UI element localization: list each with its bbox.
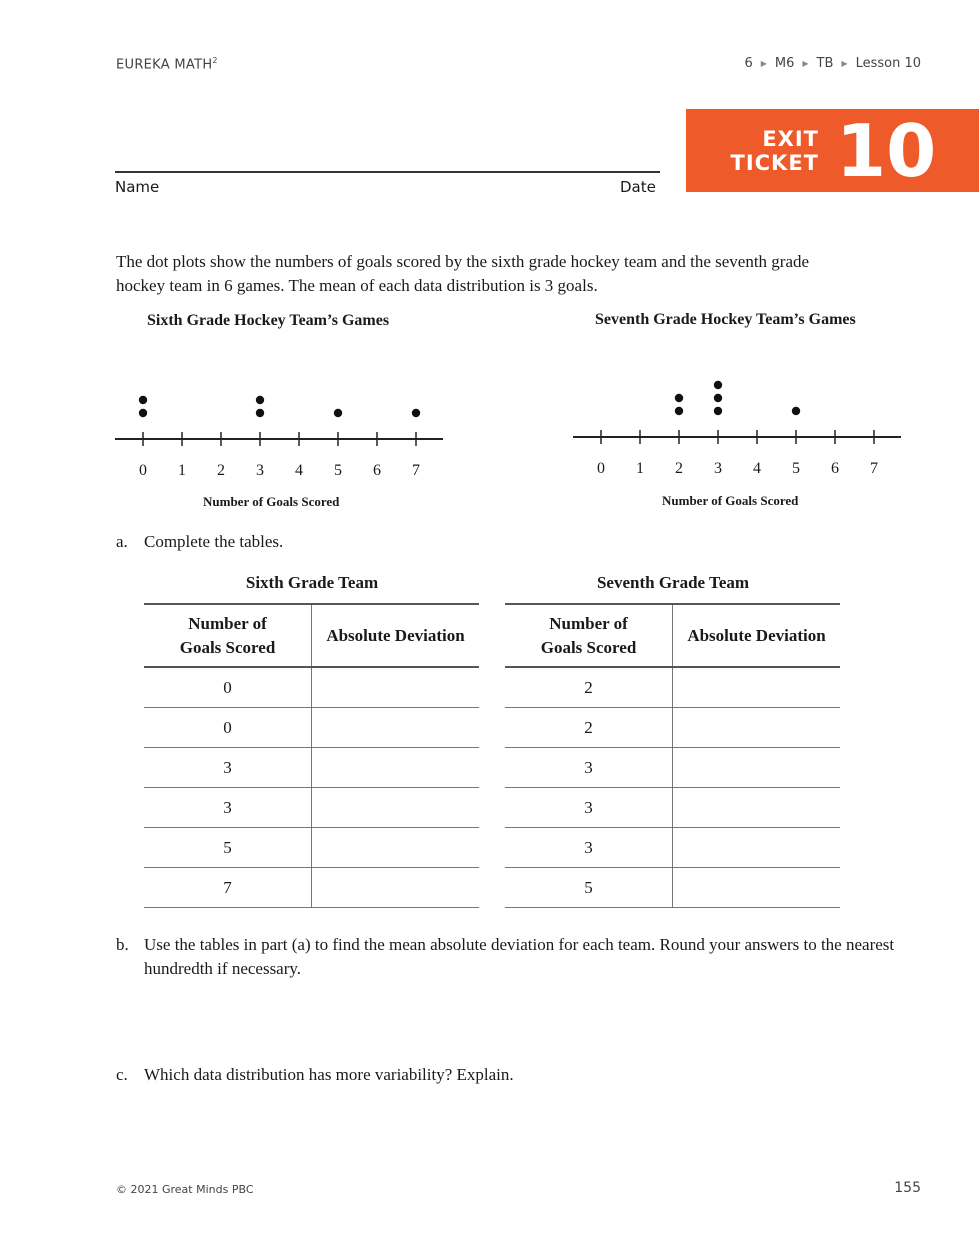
table-row (144, 748, 479, 788)
col-deviation-header: Absolute Deviation (312, 604, 480, 667)
table-row (144, 788, 479, 828)
tick-label: 0 (139, 462, 147, 479)
exit-ticket-badge (686, 109, 979, 192)
tick-label: 5 (792, 460, 800, 477)
tick-label: 1 (178, 462, 186, 479)
deviation-cell[interactable] (673, 748, 841, 788)
goals-cell: 2 (505, 708, 673, 748)
copyright: © 2021 Great Minds PBC (116, 1183, 254, 1196)
data-dot (714, 407, 722, 415)
deviation-cell[interactable] (312, 828, 480, 868)
deviation-cell[interactable] (673, 868, 841, 908)
ticket-line1: EXIT (762, 127, 819, 151)
deviation-cell[interactable] (312, 708, 480, 748)
tick-label: 0 (597, 460, 605, 477)
ticket-number: 10 (836, 109, 937, 193)
col-goals-header: Number of Goals Scored (144, 604, 312, 667)
table-row (144, 828, 479, 868)
part-a-text: Complete the tables. (144, 532, 284, 551)
tick-label: 6 (831, 460, 839, 477)
intro-text: The dot plots show the numbers of goals scored by the sixth grade hockey team and the seventh grade hockey team in 6 games. The mean of each data distribution is 3 goals. (116, 252, 810, 295)
table-row (144, 708, 479, 748)
goals-cell: 0 (144, 708, 312, 748)
part-b-answer-area[interactable] (144, 985, 919, 1055)
data-dot (412, 409, 420, 417)
col-deviation-header: Absolute Deviation (673, 604, 841, 667)
goals-cell: 7 (144, 868, 312, 908)
deviation-cell[interactable] (673, 667, 841, 708)
table-row (505, 667, 840, 708)
data-dot (714, 381, 722, 389)
data-dot (256, 396, 264, 404)
goals-cell: 0 (144, 667, 312, 708)
goals-cell: 3 (505, 748, 673, 788)
crumb-lesson: Lesson 10 (855, 56, 921, 71)
date-label: Date (620, 178, 656, 196)
part-c-letter: c. (116, 1065, 128, 1084)
data-dot (675, 394, 683, 402)
goals-cell: 3 (505, 828, 673, 868)
brand-label: EUREKA MATH$^2$ (116, 56, 218, 73)
tick-label: 4 (295, 462, 303, 479)
goals-cell: 2 (505, 667, 673, 708)
deviation-cell[interactable] (673, 788, 841, 828)
page-number: 155 (894, 1180, 921, 1196)
data-dot (792, 407, 800, 415)
dot-plot-seventh (568, 373, 908, 483)
tick-label: 3 (256, 462, 264, 479)
table-row (505, 708, 840, 748)
deviation-cell[interactable] (312, 788, 480, 828)
plot-xlabel-sixth: Number of Goals Scored (203, 494, 340, 509)
table-row (144, 667, 479, 708)
name-label: Name (115, 178, 160, 196)
goals-cell: 3 (144, 788, 312, 828)
table-row (505, 748, 840, 788)
plot-xlabel-seventh: Number of Goals Scored (662, 493, 799, 508)
goals-cell: 5 (505, 868, 673, 908)
breadcrumb (744, 56, 921, 71)
table-row (144, 868, 479, 908)
plot-title-seventh: Seventh Grade Hockey Team’s Games (595, 311, 856, 328)
data-dot (714, 394, 722, 402)
table-row (505, 828, 840, 868)
deviation-cell[interactable] (312, 868, 480, 908)
tick-label: 7 (412, 462, 420, 479)
tick-label: 2 (217, 462, 225, 479)
tick-label: 4 (753, 460, 761, 477)
crumb-separator-icon: ▶ (760, 59, 767, 68)
tick-label: 1 (636, 460, 644, 477)
deviation-cell[interactable] (312, 748, 480, 788)
goals-cell: 5 (144, 828, 312, 868)
tick-label: 2 (675, 460, 683, 477)
crumb-grade: 6 (744, 56, 753, 71)
data-dot (334, 409, 342, 417)
ticket-line2: TICKET (730, 151, 819, 175)
goals-cell: 3 (144, 748, 312, 788)
part-b-text: Use the tables in part (a) to find the mean absolute deviation for each team. Round your answers to the nearest hundredth if necessary. (144, 935, 895, 978)
tick-label: 5 (334, 462, 342, 479)
deviation-cell[interactable] (673, 708, 841, 748)
part-c-answer-area[interactable] (144, 1095, 919, 1165)
plot-title-sixth: Sixth Grade Hockey Team’s Games (147, 312, 390, 329)
tick-label: 3 (714, 460, 722, 477)
goals-cell: 3 (505, 788, 673, 828)
col-goals-header: Number of Goals Scored (505, 604, 673, 667)
data-dot (139, 409, 147, 417)
data-dot (139, 396, 147, 404)
deviation-cell[interactable] (312, 667, 480, 708)
crumb-separator-icon: ▶ (802, 59, 809, 68)
part-b-letter: b. (116, 935, 129, 954)
dot-plot-sixth (110, 375, 450, 485)
deviation-cell[interactable] (673, 828, 841, 868)
part-c-text: Which data distribution has more variability? Explain. (144, 1065, 514, 1084)
name-line[interactable] (115, 171, 660, 173)
table-title-seventh: Seventh Grade Team (596, 573, 750, 592)
data-dot (675, 407, 683, 415)
table-seventh (505, 603, 840, 908)
table-row (505, 788, 840, 828)
data-dot (256, 409, 264, 417)
tick-label: 6 (373, 462, 381, 479)
crumb-separator-icon: ▶ (841, 59, 848, 68)
part-a-letter: a. (116, 532, 128, 551)
tick-label: 7 (870, 460, 878, 477)
crumb-book: TB (816, 56, 834, 71)
crumb-module: M6 (774, 56, 795, 71)
table-sixth (144, 603, 479, 908)
table-title-sixth: Sixth Grade Team (245, 573, 379, 592)
table-row (505, 868, 840, 908)
